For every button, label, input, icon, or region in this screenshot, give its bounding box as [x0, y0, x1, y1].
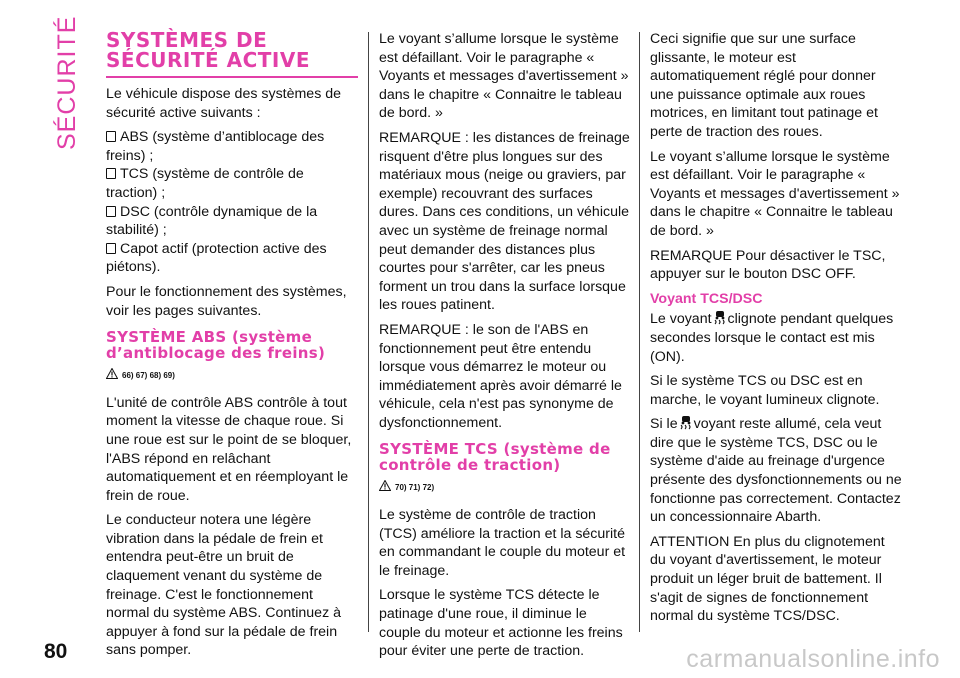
column-3	[650, 30, 902, 632]
tcs-section-title: SYSTÈME TCS (système de contrôle de traction)	[379, 440, 611, 474]
outro-text: Pour le fonctionnement des systèmes, voir les pages suivantes.	[106, 283, 347, 319]
paragraph: ATTENTION En plus du clignotement du voyant d'avertissement, le moteur produit un léger bruit de battement. Il s'agit de signes de fonctionnement normal du système TCS/DSC.	[650, 533, 885, 625]
abs-paragraph: L'unité de contrôle ABS contrôle à tout moment la vitesse de chaque roue. Si une roue est sur le point de se bloquer, l'ABS répond en relâchant automatiquement et en réemployant le frein de roue.	[106, 394, 352, 504]
list-item: Capot actif (protection active des piétons).	[106, 240, 327, 276]
side-title-text: SÉCURITÉ	[53, 15, 81, 150]
checkbox-bullet-icon	[106, 206, 116, 217]
checkbox-bullet-icon	[106, 243, 116, 254]
column-1	[106, 30, 358, 666]
section-title: SYSTÈMES DE SÉCURITÉ ACTIVE	[106, 30, 358, 78]
paragraph: Le système de contrôle de traction (TCS) améliore la traction et la sécurité en commandant le couple du moteur et le freinage.	[379, 507, 626, 579]
intro-text: Le véhicule dispose des systèmes de sécurité active suivants :	[106, 86, 342, 121]
paragraph: Le voyant clignote pendant quelques secondes lorsque le contact est mis (ON).	[650, 311, 894, 365]
warning-refs: 66) 67) 68) 69)	[106, 367, 358, 386]
paragraph: Le voyant s’allume lorsque le système est défaillant. Voir le paragraphe « Voyants et messages d'avertissement » dans le chapitre « Connaitre le tableau de bord. »	[650, 148, 900, 239]
warning-triangle-icon	[379, 480, 391, 491]
abs-paragraph: Le conducteur notera une légère vibration dans la pédale de frein et entendra peut-être un bruit de claquement venant du système de freinage. C'est le fonctionnement normal du système ABS. Continuez à appuyer à fond sur la pédale de frein sans pomper.	[106, 512, 342, 659]
abs-section-title: SYSTÈME ABS (système d’antiblocage des freins)	[106, 328, 326, 362]
traction-control-icon	[713, 310, 727, 325]
column-divider	[639, 32, 640, 632]
column-2	[379, 30, 631, 667]
paragraph: Ceci signifie que sur une surface glissante, le moteur est automatiquement réglé pour donner une puissance optimale aux roues motrices, en limitant tout patinage et perte de traction des roues.	[650, 31, 878, 140]
paragraph: Le voyant s’allume lorsque le système est défaillant. Voir le paragraphe « Voyants et messages d'avertissement » dans le chapitre « Connaitre le tableau de bord. »	[379, 31, 629, 122]
side-chapter-title	[44, 15, 81, 152]
paragraph: REMARQUE Pour désactiver le TSC, appuyer sur le bouton DSC OFF.	[650, 247, 886, 283]
column-divider	[368, 32, 369, 632]
traction-control-icon	[679, 415, 693, 430]
paragraph: Si le système TCS ou DSC est en marche, le voyant lumineux clignote.	[650, 373, 880, 408]
checkbox-bullet-icon	[106, 131, 116, 142]
list-item: TCS (système de contrôle de traction) ;	[106, 166, 304, 201]
warning-triangle-icon	[106, 368, 118, 379]
list-item: ABS (système d’antiblocage des freins) ;	[106, 129, 325, 164]
paragraph: Si le voyant reste allumé, cela veut dire que le système TCS, DSC ou le système d'aide au freinage d'urgence présente des dysfonctionnements ou ne fonctionne pas correctement. Contactez un concessionnaire Abarth.	[650, 416, 902, 526]
checkbox-bullet-icon	[106, 168, 116, 179]
warning-refs: 70) 71) 72)	[379, 479, 631, 498]
list-item: DSC (contrôle dynamique de la stabilité) ;	[106, 203, 318, 239]
paragraph: Lorsque le système TCS détecte le patinage d'une roue, il diminue le couple du moteur et actionne les freins pour éviter une perte de traction.	[379, 587, 623, 660]
paragraph: REMARQUE : le son de l'ABS en fonctionnement peut être entendu lorsque vous démarrez le moteur ou immédiatement après avoir démarré le véhicule, cela n'est pas synonyme de dysfonctionnement.	[379, 321, 622, 431]
watermark: carmanualsonline.info	[686, 645, 940, 673]
page-number: 80	[44, 640, 68, 663]
paragraph: REMARQUE : les distances de freinage risquent d'être plus longues sur des matériaux mous (neige ou graviers, par exemple) recouvrant des surfaces dures. Dans ces conditions, un véhicule avec un système de freinage normal peut demander des distances plus courtes pour s'arrêter, car les pneus forment un trou dans la surface lorsque les roues patinent.	[379, 129, 630, 314]
subsection-title: Voyant TCS/DSC	[650, 290, 763, 307]
